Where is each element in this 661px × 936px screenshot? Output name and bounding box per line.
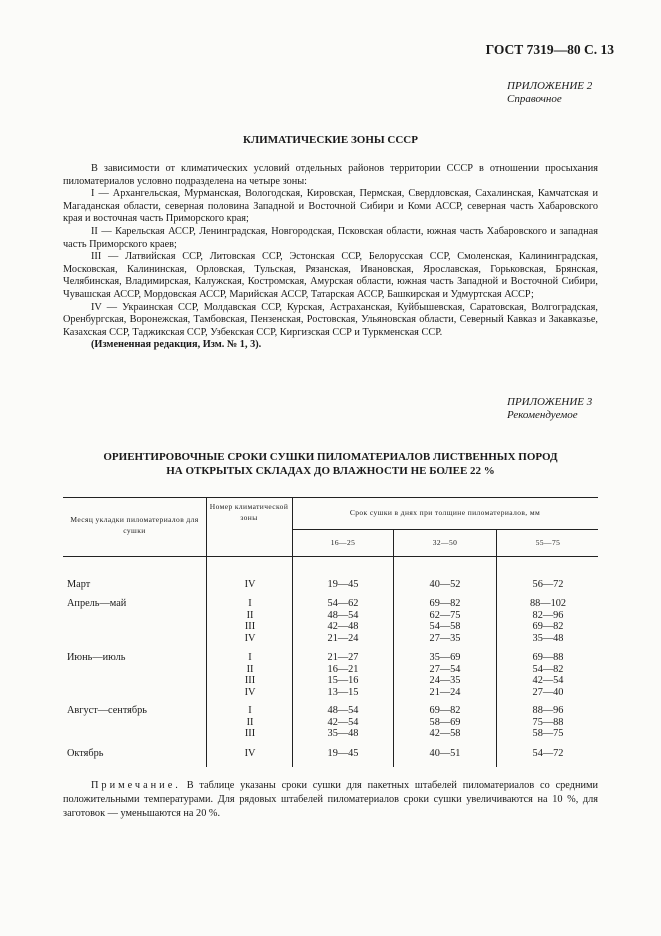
header-zone: Номер климатической зоны [209,502,289,522]
zone-cell: I II III IV [244,652,256,698]
value-cell: 88—102 82—96 69—82 35—48 [529,598,567,644]
zone-cell: IV [244,748,256,759]
table-title-line-1: ОРИЕНТИРОВОЧНЫЕ СРОКИ СУШКИ ПИЛОМАТЕРИАЛОВ ЛИСТВЕННЫХ ПОРОД [103,451,558,463]
value-cell: 35—69 27—54 24—35 21—24 [429,652,461,698]
appendix-3-subtitle: Рекомендуемое [507,409,578,421]
header-thickness-3: 55—75 [535,538,561,547]
value-cell: 56—72 [532,579,564,590]
zone-1-paragraph: I — Архангельская, Мурманская, Вологодская, Кировская, Пермская, Свердловская, Сахалинская, Камчатская и Магаданская области, северная половина Западной и Восточной Сибири и Коми АССР, северная часть Хабаровского края и восточная часть Приморского края; [63,188,598,225]
revision-note: (Измененная редакция, Изм. № 1, 3). [91,339,262,351]
value-cell: 19—45 [327,748,359,759]
month-label: Август—сентябрь [67,705,147,716]
table-top-rule [63,497,598,498]
value-cell: 69—82 58—69 42—58 [429,705,461,739]
zone-cell: I II III [244,705,256,739]
drying-table [63,497,598,767]
zone-cell: IV [244,579,256,590]
section-title: КЛИМАТИЧЕСКИЕ ЗОНЫ СССР [243,134,418,146]
header-thickness-span: Срок сушки в днях при толщине пиломатериалов, мм [349,508,541,517]
value-cell: 40—52 [429,579,461,590]
intro-paragraph: В зависимости от климатических условий отдельных районов территории СССР в отношении просыхания пиломатериалов условно подразделена на четыре зоны: [63,163,598,187]
value-cell: 21—27 16—21 15—16 13—15 [327,652,359,698]
zone-4-paragraph: IV — Украинская ССР, Молдавская ССР, Курская, Астраханская, Куйбышевская, Саратовская, Волгоградская, Оренбургская, Воронежская, Тамбовская, Пензенская, Ростовская, Ульяновская области, Северный Кавказ и Закавказье, Казахская ССР, Таджикская ССР, Узбекская ССР, Киргизская ССР и Туркменская ССР. [63,301,598,338]
zone-2-paragraph: II — Карельская АССР, Ленинградская, Новгородская, Псковская области, южная часть Хабаровского и западная часть Приморского краев; [63,225,598,250]
zone-3-paragraph: III — Латвийская ССР, Литовская ССР, Эстонская ССР, Белорусская ССР, Смоленская, Калининградская, Московская, Калининская, Орловская, Тульская, Рязанская, Ивановская, Ярославская, Горьковская, Брянская, Челябинская, Владимирская, Калужская, Костромская, Амурская области, южная часть Западной и Восточной Сибири, Чувашская АССР, Мордовская АССР, Марийская АССР, Татарская АССР, Башкирская и Удмуртская АССР; [63,251,598,300]
appendix-3-label [507,396,592,422]
table-title [0,451,661,478]
value-cell: 54—62 48—54 42—48 21—24 [327,598,359,644]
header-thickness-2: 32—50 [432,538,458,547]
value-cell: 48—54 42—54 35—48 [327,705,359,739]
month-label: Октябрь [67,748,104,759]
month-label: Июнь—июль [67,652,126,663]
table-col-divider [206,497,207,767]
value-cell: 40—51 [429,748,461,759]
table-col-divider [292,497,293,767]
table-mid-rule [292,529,598,530]
note-text: В таблице указаны сроки сушки для пакетных штабелей пиломатериалов со средними положительными температурами. Для рядовых штабелей пиломатериалов сроки сушки увеличиваются на 10 %, для заготовок — уменьшаются на 20 %. [63,780,599,819]
value-cell: 88—96 75—88 58—75 [532,705,564,739]
appendix-2-label [507,80,592,106]
zone-cell: I II III IV [244,598,256,644]
table-title-line-2: НА ОТКРЫТЫХ СКЛАДАХ ДО ВЛАЖНОСТИ НЕ БОЛЕЕ 22 % [166,464,495,477]
table-col-divider [496,529,497,767]
appendix-3-title: ПРИЛОЖЕНИЕ 3 [507,396,593,408]
value-cell: 19—45 [327,579,359,590]
note-label: Примечание. [91,780,181,791]
month-label: Апрель—май [67,598,127,609]
table-header-bottom-rule [63,556,598,557]
value-cell: 69—88 54—82 42—54 27—40 [532,652,564,698]
header-thickness-1: 16—25 [330,538,356,547]
value-cell: 54—72 [532,748,564,759]
table-note [63,779,598,821]
page-header: ГОСТ 7319—80 С. 13 [485,42,614,57]
zones-text [63,163,598,352]
month-label: Март [67,579,91,590]
header-month: Месяц укладки пиломатериалов для сушки [70,515,199,535]
value-cell: 69—82 62—75 54—58 27—35 [429,598,461,644]
table-col-divider [393,529,394,767]
appendix-2-subtitle: Справочное [507,93,562,105]
appendix-2-title: ПРИЛОЖЕНИЕ 2 [507,80,593,92]
